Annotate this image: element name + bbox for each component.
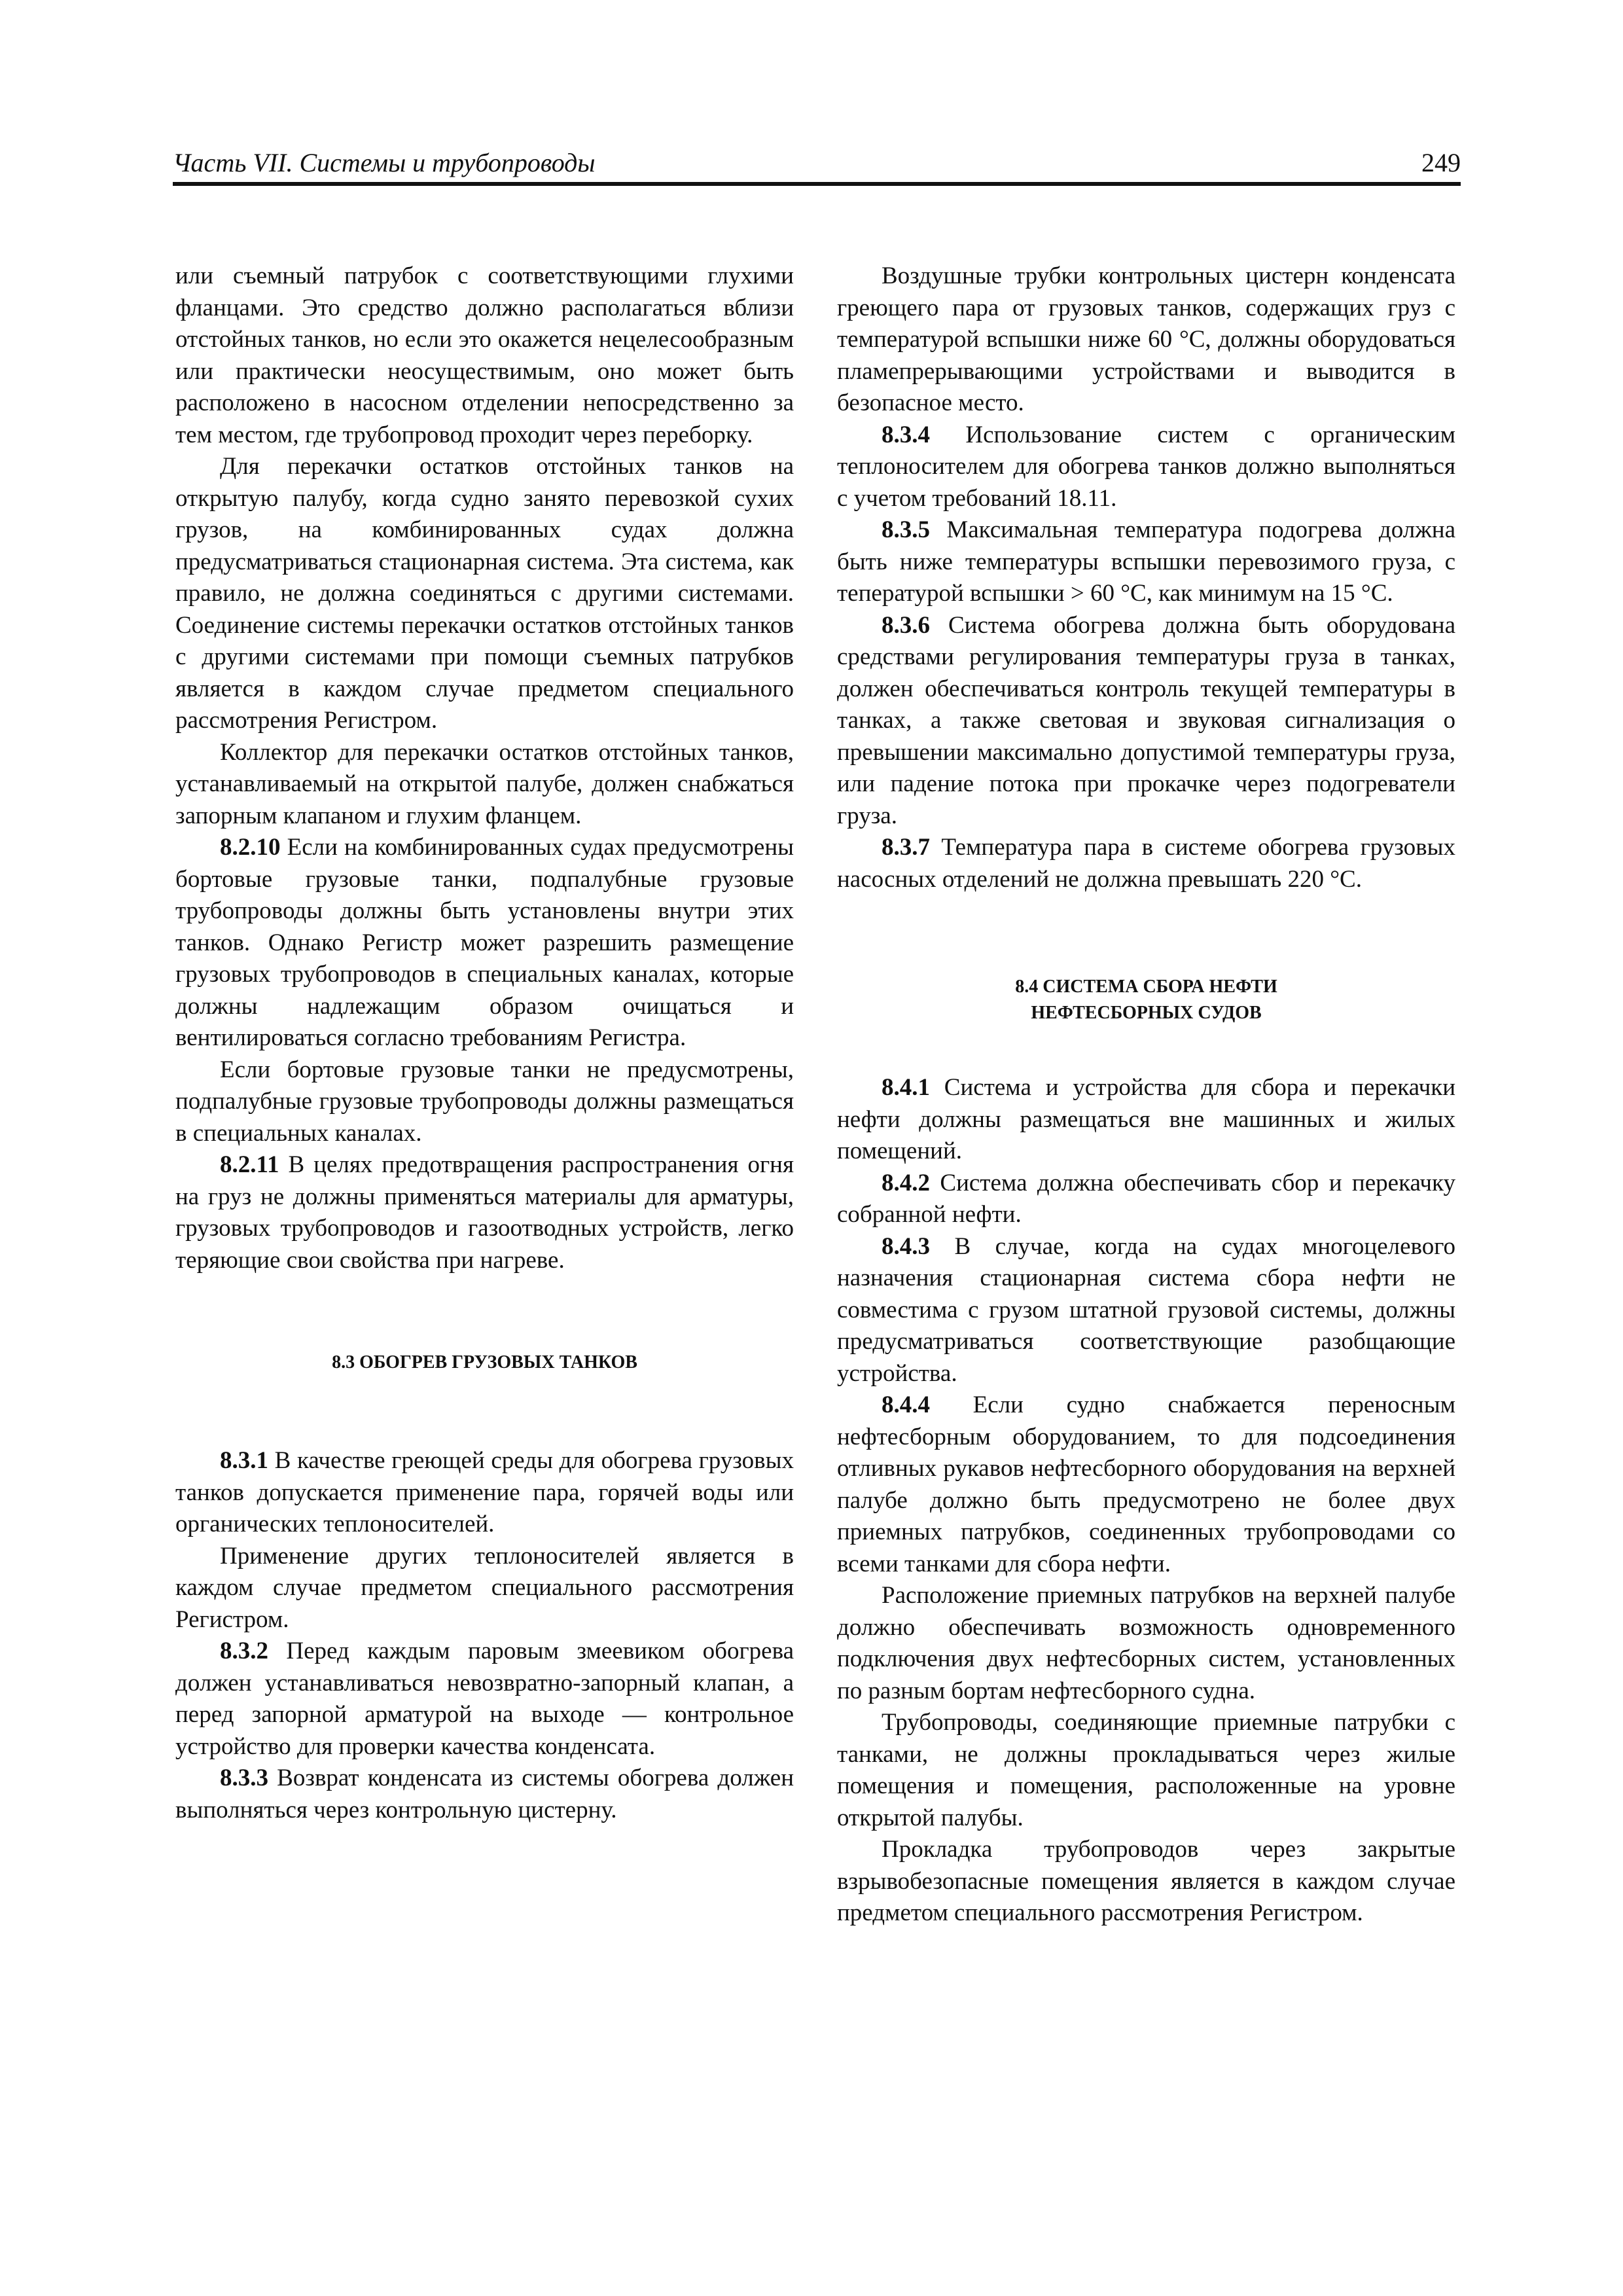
clause-text: Использование систем с органическим теплоносителем для обогрева танков должно выполняться с учетом требований 18.11. [837, 421, 1455, 512]
left-column [175, 260, 794, 1826]
running-title: Часть VII. Системы и трубопроводы [173, 148, 596, 177]
clause-text: В качестве греющей среды для обогрева грузовых танков допускается применение пара, горячей воды или органических теплоносителей. [175, 1447, 794, 1537]
clause-number: 8.4.1 [882, 1074, 930, 1101]
clause-number: 8.4.4 [882, 1391, 930, 1418]
paragraph: Прокладка трубопроводов через закрытые взрывобезопасные помещения является в каждом случае предметом специального рассмотрения Регистром. [837, 1836, 1455, 1926]
right-column [837, 260, 1455, 1929]
running-header [173, 143, 1461, 186]
paragraph-8-4-2 [837, 1168, 1455, 1231]
clause-number: 8.4.2 [882, 1169, 930, 1196]
clause-text: В случае, когда на судах многоцелевого назначения стационарная система сбора нефти не совместима с грузом штатной грузовой системы, должны предусматриваться соответствующие разобщающие устройства. [837, 1232, 1455, 1387]
paragraph-8-3-7 [837, 832, 1455, 895]
paragraph-8-3-6 [837, 610, 1455, 833]
paragraph: Применение других теплоносителей является в каждом случае предметом специального рассмотрения Регистром. [175, 1542, 794, 1633]
paragraph: или съемный патрубок с соответствующими глухими фланцами. Это средство должно располагаться вблизи отстойных танков, но если это окажется нецелесообразным или практически неосуществимым, оно может быть расположено в насосном отделении непосредственно за тем местом, где трубопровод проходит через переборку. [175, 262, 794, 448]
paragraph: Трубопроводы, соединяющие приемные патрубки с танками, не должны прокладываться через жилые помещения и помещения, расположенные на уровне открытой палубы. [837, 1709, 1455, 1831]
clause-number: 8.3.5 [882, 516, 930, 543]
paragraph-8-4-3 [837, 1231, 1455, 1390]
paragraph-8-3-1 [175, 1445, 794, 1541]
paragraph: Воздушные трубки контрольных цистерн конденсата греющего пара от грузовых танков, содержащих груз с температурой вспышки ниже 60 °С, должны оборудоваться пламепрерывающими устройствами и выводится в безопасное место. [837, 262, 1455, 416]
clause-text: Температура пара в системе обогрева грузовых насосных отделений не должна превышать 220 °С. [837, 834, 1455, 893]
clause-text: В целях предотвращения распространения огня на груз не должны применяться материалы для арматуры, грузовых трубопроводов и газоотводных устройств, легко теряющие свои свойства при нагреве. [175, 1151, 794, 1274]
clause-number: 8.3.2 [220, 1638, 268, 1664]
paragraph-8-2-10 [175, 832, 794, 1054]
clause-text: Перед каждым паровым змеевиком обогрева должен устанавливаться невозвратно-запорный клапан, а перед запорной арматурой на выходе — контрольное устройство для проверки качества конденсата. [175, 1638, 794, 1760]
section-heading-8-4-line2: НЕФТЕСБОРНЫХ СУДОВ [1031, 1003, 1262, 1023]
paragraph: Для перекачки остатков отстойных танков на открытую палубу, когда судно занято перевозкой сухих грузов, на комбинированных судах должна предусматриваться стационарная система. Эта система, как правило, не должна соединяться с другими системами. Соединение системы перекачки остатков отстойных танков с другими системами при помощи съемных патрубков является в каждом случае предметом специального рассмотрения Регистром. [175, 453, 794, 734]
clause-number: 8.4.3 [882, 1232, 930, 1260]
paragraph: Если бортовые грузовые танки не предусмотрены, подпалубные грузовые трубопроводы должны размещаться в специальных каналах. [175, 1056, 794, 1147]
paragraph: Коллектор для перекачки остатков отстойных танков, устанавливаемый на открытой палубе, должен снабжаться запорным клапаном и глухим фланцем. [175, 738, 794, 829]
clause-number: 8.3.4 [882, 421, 930, 448]
clause-number: 8.2.10 [220, 834, 281, 861]
section-heading-8-3: 8.3 ОБОГРЕВ ГРУЗОВЫХ ТАНКОВ [332, 1352, 637, 1372]
paragraph-8-3-5 [837, 514, 1455, 610]
section-heading-8-4-line1: 8.4 СИСТЕМА СБОРА НЕФТИ [1015, 977, 1277, 997]
clause-number: 8.3.1 [220, 1447, 268, 1474]
clause-text: Система и устройства для сбора и перекачки нефти должны размещаться вне машинных и жилых помещений. [837, 1074, 1455, 1164]
clause-number: 8.3.6 [882, 611, 930, 639]
clause-text: Система обогрева должна быть оборудована средствами регулирования температуры груза в танках, должен обеспечиваться контроль текущей температуры в танках, а также световая и звуковая сигнализация о превышении максимально допустимой температуры груза, или падение потока при прокачке через подогреватели груза. [837, 611, 1455, 829]
paragraph-8-4-4 [837, 1390, 1455, 1580]
clause-number: 8.3.7 [882, 834, 930, 861]
clause-text: Максимальная температура подогрева должна быть ниже температуры вспышки перевозимого груза, с тепературой вспышки > 60 °С, как минимум на 15 °С. [837, 516, 1455, 607]
page-number: 249 [1421, 148, 1461, 177]
paragraph-8-3-4 [837, 420, 1455, 515]
clause-text: Если судно снабжается переносным нефтесборным оборудованием, то для подсоединения отливных рукавов нефтесборного оборудования на верхней палубе должно быть предусмотрено не более двух приемных патрубков, соединенных трубопроводами со всеми танками для сбора нефти. [837, 1391, 1455, 1577]
paragraph-8-4-1 [837, 1072, 1455, 1168]
clause-number: 8.2.11 [220, 1151, 279, 1178]
clause-number: 8.3.3 [220, 1765, 268, 1791]
clause-text: Система должна обеспечивать сбор и перекачку собранной нефти. [837, 1169, 1455, 1228]
paragraph: Расположение приемных патрубков на верхней палубе должно обеспечивать возможность одновременного подключения двух нефтесборных систем, установленных по разным бортам нефтесборного судна. [837, 1582, 1455, 1704]
paragraph-8-3-3 [175, 1763, 794, 1826]
clause-text: Если на комбинированных судах предусмотрены бортовые грузовые танки, подпалубные грузовые трубопроводы должны быть установлены внутри этих танков. Однако Регистр может разрешить размещение грузовых трубопроводов в специальных каналах, которые должны надлежащим образом очищаться и вентилироваться согласно требованиям Регистра. [175, 834, 794, 1051]
clause-text: Возврат конденсата из системы обогрева должен выполняться через контрольную цистерну. [175, 1765, 794, 1823]
paragraph-8-3-2 [175, 1636, 794, 1763]
paragraph-8-2-11 [175, 1149, 794, 1276]
